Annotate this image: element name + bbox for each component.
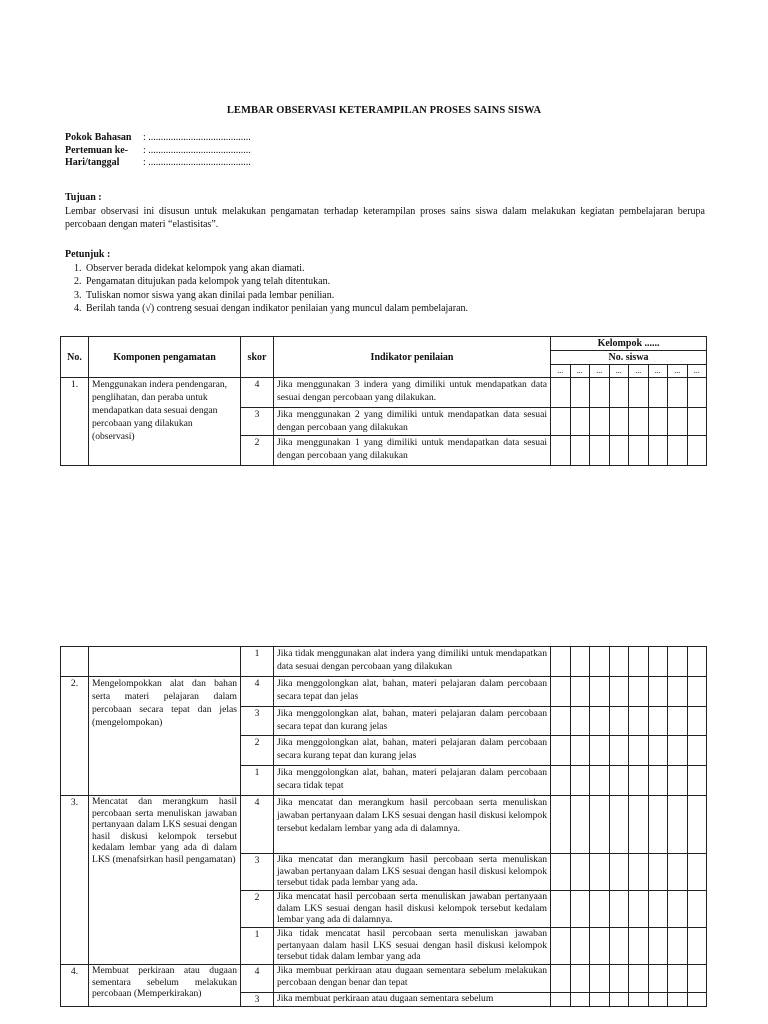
- score-cell: 2: [241, 436, 274, 466]
- indicator-cell: Jika menggolongkan alat, bahan, materi pelajaran dalam percobaan secara kurang tepat dan kurang jelas: [274, 736, 551, 766]
- student-slot: ...: [629, 365, 649, 378]
- row-number-empty: [61, 647, 89, 677]
- check-cell[interactable]: [668, 965, 688, 993]
- header-komponen: Komponen pengamatan: [89, 337, 241, 378]
- score-cell: 2: [241, 891, 274, 928]
- row-number: 3.: [61, 796, 89, 965]
- check-cell[interactable]: [570, 677, 590, 707]
- indicator-cell: Jika menggolongkan alat, bahan, materi pelajaran dalam percobaan secara tepat dan jelas: [274, 677, 551, 707]
- student-slot: ...: [551, 365, 571, 378]
- check-cell[interactable]: [668, 928, 688, 965]
- check-cell[interactable]: [551, 891, 571, 928]
- petunjuk-list: [65, 262, 705, 316]
- check-cell[interactable]: [570, 436, 590, 466]
- check-cell[interactable]: [629, 928, 649, 965]
- check-cell[interactable]: [570, 736, 590, 766]
- check-cell[interactable]: [668, 993, 688, 1007]
- check-cell[interactable]: [668, 796, 688, 854]
- check-cell[interactable]: [687, 677, 707, 707]
- check-cell[interactable]: [570, 707, 590, 736]
- check-cell[interactable]: [609, 677, 629, 707]
- check-cell[interactable]: [590, 993, 610, 1007]
- check-cell[interactable]: [629, 677, 649, 707]
- check-cell[interactable]: [551, 766, 571, 796]
- check-cell[interactable]: [570, 891, 590, 928]
- check-cell[interactable]: [629, 965, 649, 993]
- check-cell[interactable]: [590, 647, 610, 677]
- check-cell[interactable]: [668, 854, 688, 891]
- check-cell[interactable]: [668, 378, 688, 408]
- check-cell[interactable]: [570, 993, 590, 1007]
- check-cell[interactable]: [668, 408, 688, 436]
- check-cell[interactable]: [648, 854, 668, 891]
- check-cell[interactable]: [609, 891, 629, 928]
- check-cell[interactable]: [629, 993, 649, 1007]
- table-row: [61, 796, 707, 854]
- list-item: 1. Observer berada didekat kelompok yang akan diamati.: [84, 262, 705, 276]
- check-cell[interactable]: [648, 965, 668, 993]
- check-cell[interactable]: [687, 928, 707, 965]
- check-cell[interactable]: [551, 707, 571, 736]
- meta-row-hari-tanggal: [65, 157, 251, 170]
- check-cell[interactable]: [590, 766, 610, 796]
- check-cell[interactable]: [629, 766, 649, 796]
- check-cell[interactable]: [590, 928, 610, 965]
- check-cell[interactable]: [570, 647, 590, 677]
- table-row: [61, 647, 707, 677]
- check-cell[interactable]: [629, 707, 649, 736]
- check-cell[interactable]: [609, 854, 629, 891]
- check-cell[interactable]: [609, 928, 629, 965]
- check-cell[interactable]: [668, 891, 688, 928]
- score-cell: 3: [241, 854, 274, 891]
- row-komponen-empty: [89, 647, 241, 677]
- observation-table-continued: [60, 646, 707, 1007]
- observation-table-top: [60, 336, 707, 466]
- score-cell: 3: [241, 707, 274, 736]
- list-item: 3. Tuliskan nomor siswa yang akan dinilai pada lembar penilian.: [84, 289, 705, 303]
- check-cell[interactable]: [551, 965, 571, 993]
- check-cell[interactable]: [668, 707, 688, 736]
- score-cell: 4: [241, 965, 274, 993]
- tujuan-text: Lembar observasi ini disusun untuk melakukan pengamatan terhadap keterampilan proses sains siswa dalam melakukan kegiatan pembelajaran berupa percobaan dengan materi “elastisitas”.: [65, 205, 705, 230]
- check-cell[interactable]: [551, 647, 571, 677]
- list-item: 2. Pengamatan ditujukan pada kelompok yang telah ditentukan.: [84, 275, 705, 289]
- check-cell[interactable]: [570, 378, 590, 408]
- check-cell[interactable]: [648, 891, 668, 928]
- row-komponen: Mengelompokkan alat dan bahan serta materi pelajaran dalam percobaan secara tepat dan jelas (mengelompokan): [89, 677, 241, 796]
- check-cell[interactable]: [590, 677, 610, 707]
- meta-value: : .........................................: [143, 132, 251, 143]
- row-number: 1.: [61, 378, 89, 466]
- indicator-cell: Jika membuat perkiraan atau dugaan sementara sebelum melakukan percobaan dengan benar dan tepat: [274, 965, 551, 993]
- header-no: No.: [61, 337, 89, 378]
- check-cell[interactable]: [590, 378, 610, 408]
- check-cell[interactable]: [570, 796, 590, 854]
- score-cell: 3: [241, 993, 274, 1007]
- check-cell[interactable]: [609, 736, 629, 766]
- meta-block: [65, 132, 251, 170]
- check-cell[interactable]: [687, 436, 707, 466]
- check-cell[interactable]: [570, 408, 590, 436]
- indicator-cell: Jika mencatat dan merangkum hasil percobaan serta menuliskan jawaban pertanyaan dalam LKS sesuai dengan hasil diskusi kelompok tersebut tidak pada lembar yang ada.: [274, 854, 551, 891]
- check-cell[interactable]: [648, 796, 668, 854]
- row-komponen: Menggunakan indera pendengaran, penglihatan, dan peraba untuk mendapatkan data sesuai dengan percobaan yang dilakukan (observasi): [89, 378, 241, 466]
- check-cell[interactable]: [551, 408, 571, 436]
- check-cell[interactable]: [609, 707, 629, 736]
- tujuan-heading: Tujuan :: [65, 192, 102, 203]
- check-cell[interactable]: [648, 408, 668, 436]
- check-cell[interactable]: [590, 796, 610, 854]
- check-cell[interactable]: [687, 766, 707, 796]
- score-cell: 2: [241, 736, 274, 766]
- check-cell[interactable]: [687, 408, 707, 436]
- check-cell[interactable]: [551, 436, 571, 466]
- student-slot: ...: [570, 365, 590, 378]
- check-cell[interactable]: [590, 707, 610, 736]
- student-slot: ...: [648, 365, 668, 378]
- check-cell[interactable]: [648, 736, 668, 766]
- meta-value: : .........................................: [143, 157, 251, 168]
- check-cell[interactable]: [668, 436, 688, 466]
- meta-value: : .........................................: [143, 144, 251, 156]
- check-cell[interactable]: [609, 796, 629, 854]
- check-cell[interactable]: [570, 928, 590, 965]
- meta-row-pertemuan: [65, 145, 251, 158]
- table-row: [61, 378, 707, 408]
- check-cell[interactable]: [551, 993, 571, 1007]
- tujuan-section: [65, 191, 705, 232]
- indicator-cell: Jika menggolongkan alat, bahan, materi pelajaran dalam percobaan secara tepat dan kurang jelas: [274, 707, 551, 736]
- check-cell[interactable]: [551, 378, 571, 408]
- check-cell[interactable]: [609, 965, 629, 993]
- check-cell[interactable]: [629, 796, 649, 854]
- table-row: [61, 965, 707, 993]
- check-cell[interactable]: [648, 677, 668, 707]
- check-cell[interactable]: [648, 378, 668, 408]
- header-skor: skor: [241, 337, 274, 378]
- student-slot: ...: [609, 365, 629, 378]
- check-cell[interactable]: [609, 647, 629, 677]
- check-cell[interactable]: [590, 854, 610, 891]
- check-cell[interactable]: [687, 993, 707, 1007]
- check-cell[interactable]: [629, 378, 649, 408]
- check-cell[interactable]: [668, 677, 688, 707]
- check-cell[interactable]: [551, 677, 571, 707]
- check-cell[interactable]: [551, 854, 571, 891]
- check-cell[interactable]: [609, 436, 629, 466]
- petunjuk-heading: Petunjuk :: [65, 249, 111, 260]
- check-cell[interactable]: [551, 928, 571, 965]
- student-slot: ...: [687, 365, 707, 378]
- check-cell[interactable]: [648, 436, 668, 466]
- score-cell: 1: [241, 928, 274, 965]
- check-cell[interactable]: [609, 766, 629, 796]
- check-cell[interactable]: [609, 993, 629, 1007]
- list-item: 4. Berilah tanda (√) contreng sesuai dengan indikator penilaian yang muncul dalam pembelajaran.: [84, 302, 705, 316]
- header-indikator: Indikator penilaian: [274, 337, 551, 378]
- check-cell[interactable]: [590, 408, 610, 436]
- indicator-cell: Jika menggunakan 3 indera yang dimiliki untuk mendapatkan data sesuai dengan percobaan yang dilakukan.: [274, 378, 551, 408]
- indicator-cell: Jika menggunakan 1 yang dimiliki untuk mendapatkan data sesuai dengan percobaan yang dilakukan: [274, 436, 551, 466]
- check-cell[interactable]: [629, 891, 649, 928]
- indicator-cell: Jika membuat perkiraan atau dugaan sementara sebelum: [274, 993, 551, 1007]
- page-title: LEMBAR OBSERVASI KETERAMPILAN PROSES SAINS SISWA: [226, 105, 542, 116]
- student-slot: ...: [590, 365, 610, 378]
- score-cell: 1: [241, 766, 274, 796]
- score-cell: 4: [241, 796, 274, 854]
- score-cell: 3: [241, 408, 274, 436]
- indicator-cell: Jika menggunakan 2 yang dimiliki untuk mendapatkan data sesuai dengan percobaan yang dilakukan: [274, 408, 551, 436]
- check-cell[interactable]: [668, 647, 688, 677]
- check-cell[interactable]: [648, 707, 668, 736]
- petunjuk-section: [65, 248, 705, 316]
- check-cell[interactable]: [687, 965, 707, 993]
- row-komponen: Mencatat dan merangkum hasil percobaan serta menuliskan jawaban pertanyaan dalam LKS sesuai dengan hasil diskusi kelompok tersebut kedalam lembar yang ada di dalam LKS (menafsirkan hasil pengamatan): [89, 796, 241, 965]
- header-kelompok: Kelompok ......: [551, 337, 707, 351]
- check-cell[interactable]: [687, 647, 707, 677]
- check-cell[interactable]: [687, 796, 707, 854]
- check-cell[interactable]: [668, 736, 688, 766]
- meta-label: Hari/tanggal: [65, 157, 120, 168]
- check-cell[interactable]: [629, 436, 649, 466]
- score-cell: 4: [241, 378, 274, 408]
- check-cell[interactable]: [648, 647, 668, 677]
- check-cell[interactable]: [648, 766, 668, 796]
- indicator-cell: Jika mencatat dan merangkum hasil percobaan serta menuliskan jawaban pertanyaan dalam LKS sesuai dengan hasil diskusi kelompok tersebut kedalam lembar yang ada di dalamnya.: [274, 796, 551, 854]
- student-slot: ...: [668, 365, 688, 378]
- check-cell[interactable]: [687, 378, 707, 408]
- table-row: [61, 677, 707, 707]
- check-cell[interactable]: [590, 891, 610, 928]
- indicator-cell: Jika tidak menggunakan alat indera yang dimiliki untuk mendapatkan data sesuai dengan percobaan yang dilakukan: [274, 647, 551, 677]
- check-cell[interactable]: [590, 436, 610, 466]
- check-cell[interactable]: [609, 378, 629, 408]
- row-number: 4.: [61, 965, 89, 1007]
- check-cell[interactable]: [570, 854, 590, 891]
- check-cell[interactable]: [609, 408, 629, 436]
- check-cell[interactable]: [551, 736, 571, 766]
- check-cell[interactable]: [648, 993, 668, 1007]
- check-cell[interactable]: [687, 736, 707, 766]
- check-cell[interactable]: [687, 891, 707, 928]
- meta-label: Pokok Bahasan: [65, 132, 132, 143]
- check-cell[interactable]: [570, 965, 590, 993]
- indicator-cell: Jika mencatat hasil percobaan serta menuliskan jawaban pertanyaan dalam LKS sesuai dengan hasil diskusi kelompok tersebut kedalam lembar yang ada di dalamnya.: [274, 891, 551, 928]
- check-cell[interactable]: [687, 707, 707, 736]
- check-cell[interactable]: [629, 408, 649, 436]
- check-cell[interactable]: [590, 965, 610, 993]
- row-number: 2.: [61, 677, 89, 796]
- row-komponen: Membuat perkiraan atau dugaan sementara sebelum melakukan percobaan (Memperkirakan): [89, 965, 241, 1007]
- check-cell[interactable]: [629, 736, 649, 766]
- score-cell: 1: [241, 647, 274, 677]
- score-cell: 4: [241, 677, 274, 707]
- check-cell[interactable]: [590, 736, 610, 766]
- check-cell[interactable]: [648, 928, 668, 965]
- meta-row-pokok-bahasan: [65, 132, 251, 145]
- indicator-cell: Jika tidak mencatat hasil percobaan serta menuliskan jawaban pertanyaan dalam hasil LKS sesuai dengan hasil diskusi kelompok tersebut tidak dalam lembar yang ada: [274, 928, 551, 965]
- check-cell[interactable]: [629, 647, 649, 677]
- check-cell[interactable]: [551, 796, 571, 854]
- meta-label: Pertemuan ke-: [65, 144, 129, 156]
- check-cell[interactable]: [687, 854, 707, 891]
- check-cell[interactable]: [570, 766, 590, 796]
- check-cell[interactable]: [668, 766, 688, 796]
- check-cell[interactable]: [629, 854, 649, 891]
- header-no-siswa: No. siswa: [551, 351, 707, 365]
- indicator-cell: Jika menggolongkan alat, bahan, materi pelajaran dalam percobaan secara tidak tepat: [274, 766, 551, 796]
